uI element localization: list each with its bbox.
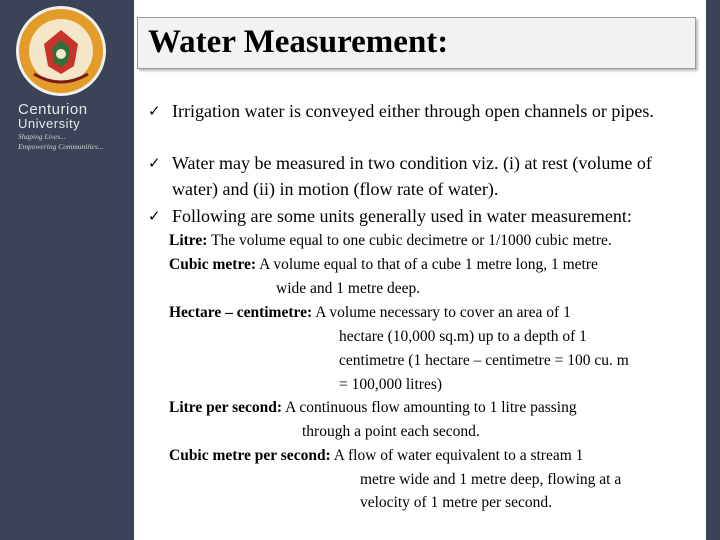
definition-continuation: centimetre (1 hectare – centimetre = 100 cu. m [339, 352, 629, 369]
bullet-text: Water may be measured in two condition viz. (i) at rest (volume of water) and (ii) in motion (flow rate of water). [172, 153, 652, 199]
definition-term: Hectare – centimetre: [169, 304, 313, 321]
definition-term: Cubic metre: [169, 256, 257, 273]
definition-text: A continuous flow amounting to 1 litre passing [285, 399, 577, 416]
definition-continuation: metre wide and 1 metre deep, flowing at a [360, 471, 622, 488]
bullet-text: Irrigation water is conveyed either through open channels or pipes. [172, 101, 654, 121]
checkmark-icon: ✓ [148, 207, 161, 225]
definition-litre-per-second [169, 396, 699, 420]
brand-block [18, 102, 130, 151]
definition-text: A volume equal to that of a cube 1 metre long, 1 metre [259, 256, 598, 273]
university-emblem-icon [14, 4, 108, 98]
definition-term: Litre: [169, 232, 208, 249]
definition-continuation: hectare (10,000 sq.m) up to a depth of 1 [339, 328, 587, 345]
bullet-item [148, 203, 696, 229]
definition-continuation: through a point each second. [302, 423, 480, 440]
brand-name-line1: Centurion [18, 101, 88, 118]
definition-litre [169, 229, 699, 253]
definition-text: The volume equal to one cubic decimetre or 1/1000 cubic metre. [211, 232, 612, 249]
slide-title: Water Measurement: [148, 24, 449, 60]
definition-cubic-metre [169, 253, 699, 277]
title-box [137, 17, 696, 69]
brand-name-line2: University [18, 116, 81, 131]
definition-term: Cubic metre per second: [169, 447, 331, 464]
bullet-text: Following are some units generally used in water measurement: [172, 206, 632, 226]
bullet-item [148, 98, 696, 124]
definition-text: A flow of water equivalent to a stream 1 [333, 447, 584, 464]
definition-continuation: velocity of 1 metre per second. [360, 494, 552, 511]
bullet-item [148, 150, 696, 202]
tagline-line2: Empowering Communities... [18, 142, 104, 151]
definition-text: A volume necessary to cover an area of 1 [315, 304, 571, 321]
definition-cubic-metre-per-second [169, 444, 699, 468]
definition-term: Litre per second: [169, 399, 283, 416]
checkmark-icon: ✓ [148, 154, 161, 172]
right-border-bar [706, 0, 720, 540]
tagline-line1: Shaping Lives... [18, 132, 66, 141]
definition-hectare-centimetre [169, 301, 699, 325]
definition-continuation: = 100,000 litres) [339, 376, 443, 393]
checkmark-icon: ✓ [148, 102, 161, 120]
definition-continuation: wide and 1 metre deep. [276, 280, 421, 297]
